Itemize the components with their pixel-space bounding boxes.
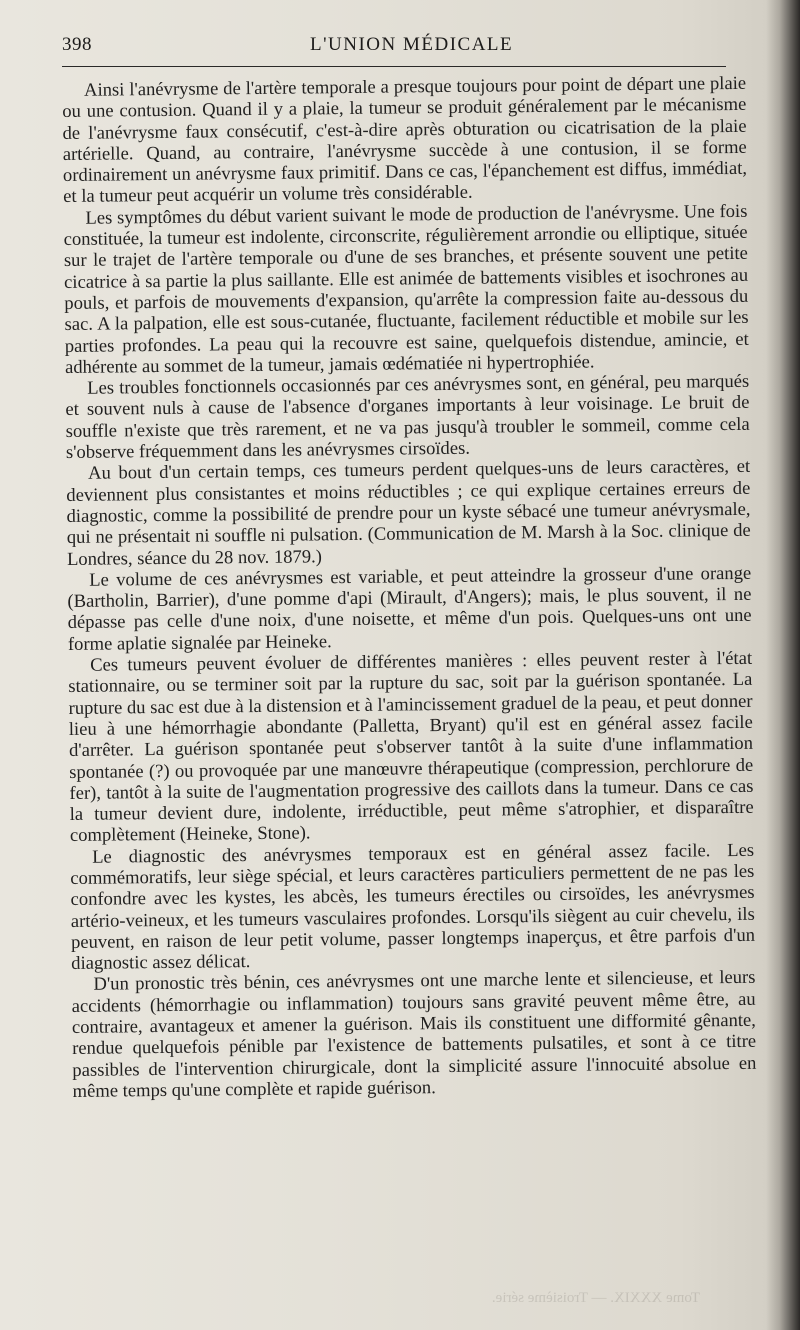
page-number: 398 <box>62 34 92 55</box>
paragraph: Le diagnostic des anévrysmes temporaux est en général assez facile. Les commémoratifs, leur siège spécial, et leurs caractères particuliers permettent de ne pas les confondre avec les kystes, les abcès, les tumeurs érectiles ou cirsoïdes, les anévrysmes artério-veineux, et les tumeurs vasculaires profondes. Lorsqu'ils siègent au cuir chevelu, ils peuvent, en raison de leur petit volume, passer longtemps inaperçus, et être parfois d'un diagnostic assez délicat. <box>70 839 756 975</box>
paragraph: D'un pronostic très bénin, ces anévrysmes ont une marche lente et silencieuse, et leurs accidents (hémorrhagie ou inflammation) toujours sans gravité peuvent même être, au contraire, avantageux et amener la guérison. Mais ils constituent une difformité gênante, rendue quelquefois pénible par l'existence de battements pulsatiles, et sont à ce titre passibles de l'intervention chirurgicale, dont la simplicité assure l'innocuité absolue en même temps qu'une complète et rapide guérison. <box>71 967 757 1102</box>
paragraph: Ainsi l'anévrysme de l'artère temporale a presque toujours pour point de départ une plaie ou une contusion. Quand il y a plaie, la tumeur se produit généralement par le mécanisme de l'anévrysme faux consécutif, c'est-à-dire après obturation ou cicatrisation de la plaie artérielle. Quand, au contraire, l'anévrysme succède à une contusion, il se forme ordinairement un anévrysme faux primitif. Dans ce cas, l'épanchement est diffus, immédiat, et la tumeur peut acquérir un volume très considérable. <box>62 72 748 208</box>
paragraph: Les troubles fonctionnels occasionnés par ces anévrysmes sont, en général, peu marqués et souvent nuls à cause de l'absence d'organes importants à leur voisinage. Le bruit de souffle n'existe que très rarement, et ne va pas jusqu'à troubler le sommeil, comme cela s'observe fréquemment dans les anévrysmes cirsoïdes. <box>65 370 750 464</box>
page-header <box>62 34 726 58</box>
running-title: L'UNION MÉDICALE <box>310 34 514 55</box>
article-body <box>62 73 757 1102</box>
header-rule <box>62 66 726 67</box>
paragraph: Ces tumeurs peuvent évoluer de différentes manières : elles peuvent rester à l'état stationnaire, ou se terminer soit par la rupture du sac, soit par la guérison spontanée. La rupture du sac est due à la distension et à l'amincissement graduel de la peau, et peut donner lieu à une hémorrhagie abondante (Palletta, Bryant) qu'il est en général assez facile d'arrêter. La guérison spontanée peut s'observer tantôt à la suite d'une inflammation spontanée (?) ou provoquée par une manœuvre thérapeutique (compression, perchlorure de fer), tantôt à la suite de l'augmentation progressive des caillots dans la tumeur. Dans ce cas la tumeur devient dure, indolente, irréductible, peut même s'atrophier, et disparaître complètement (Heineke, Stone). <box>68 647 754 847</box>
paragraph: Le volume de ces anévrysmes est variable, et peut atteindre la grosseur d'une orange (Bartholin, Barrier), d'une pomme d'api (Mirault, d'Angers); mais, le plus souvent, il ne dépasse pas celle d'une noix, d'une noisette, et même d'un pois. Quelques-uns ont une forme aplatie signalée par Heineke. <box>67 562 752 655</box>
bleed-through-text: Tome XXXIX. — Troisième série. <box>491 1290 700 1306</box>
page-binding-shadow <box>766 0 800 1330</box>
paragraph: Les symptômes du début varient suivant le mode de production de l'anévrysme. Une fois constituée, la tumeur est indolente, circonscrite, régulièrement arrondie ou elliptique, située sur le trajet de l'artère temporale ou d'une de ses branches, et présente souvent une petite cicatrice à sa partie la plus saillante. Elle est animée de battements visibles et isochrones au pouls, et parfois de mouvements d'expansion, qu'arrête la compression faite au-dessous du sac. A la palpation, elle est sous-cutanée, fluctuante, facilement réductible et mobile sur les parties profondes. La peau qui la recouvre est saine, quelquefois distendue, amincie, et adhérente au sommet de la tumeur, jamais œdématiée ni hypertrophiée. <box>63 200 749 378</box>
paragraph: Au bout d'un certain temps, ces tumeurs perdent quelques-uns de leurs caractères, et deviennent plus consistantes et moins réductibles ; ce qui explique certaines erreurs de diagnostic, comme la possibilité de prendre pour un kyste sébacé une tumeur anévrysmale, qui ne présentait ni souffle ni pulsation. (Communication de M. Marsh à la Soc. clinique de Londres, séance du 28 nov. 1879.) <box>66 456 751 570</box>
